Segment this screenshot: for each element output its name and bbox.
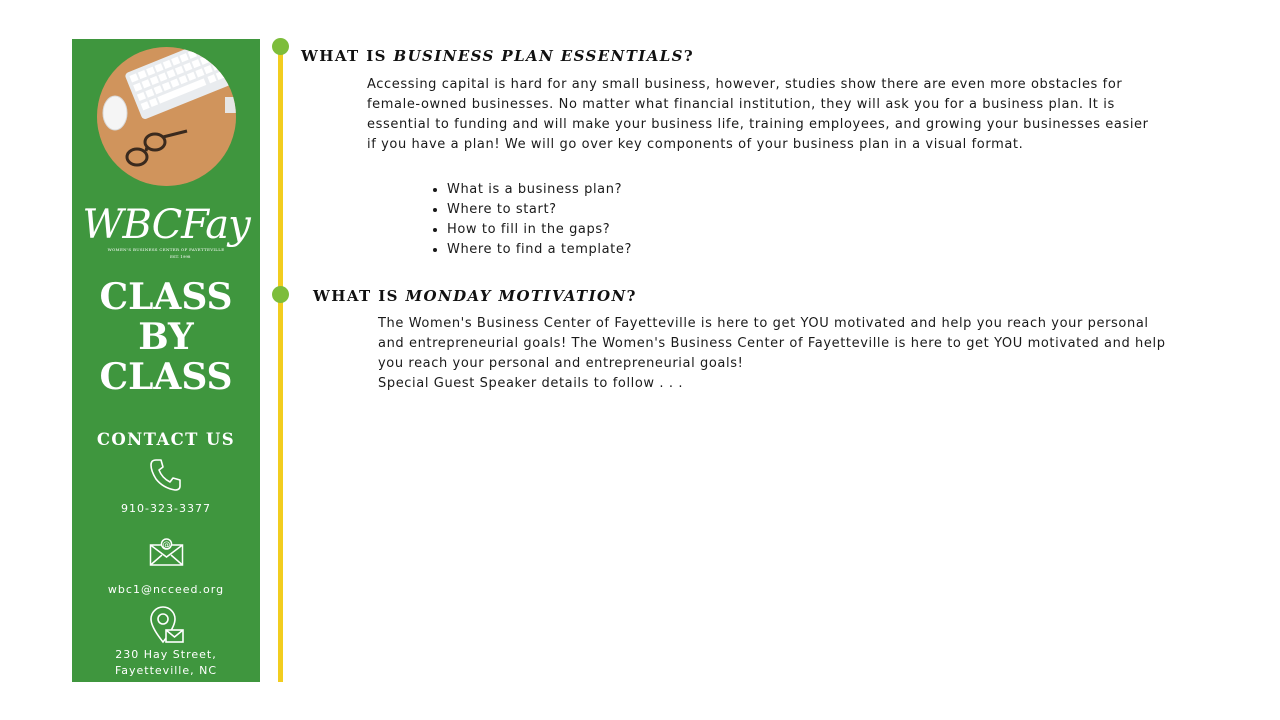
section-heading: WHAT IS BUSINESS PLAN ESSENTIALS? — [301, 47, 695, 65]
logo-est: EST. 1998 — [170, 254, 191, 259]
timeline-dot — [272, 38, 289, 55]
guest-speaker-note: Special Guest Speaker details to follow . . . — [378, 376, 684, 391]
section-body: The Women's Business Center of Fayetteville is here to get YOU motivated and help you reach your personal and entrepreneurial goals! The Women's Business Center of Fayetteville is here to get YOU motivated and help you reach your personal and entrepreneurial goals! Special Guest Speaker details to follow . . . — [378, 314, 1168, 394]
section-heading: WHAT IS MONDAY MOTIVATION? — [313, 287, 637, 305]
email-address[interactable]: wbc1@ncceed.org — [107, 583, 225, 596]
sidebar — [72, 39, 260, 682]
title-line: CLASS — [99, 276, 233, 318]
contact-heading: CONTACT US — [96, 430, 236, 449]
section-body: Accessing capital is hard for any small business, however, studies show there are even more obstacles for female-owned businesses. No matter what financial institution, they will ask you for a business plan. It is essential to funding and will make your business life, training employees, and growing your businesses easier if you have a plan! We will go over key components of your business plan in a visual format. — [367, 77, 1149, 152]
title-line: BY — [138, 316, 194, 358]
topic-list — [427, 180, 632, 260]
logo-wordmark: WBCFay — [82, 202, 250, 248]
list-item: • Where to find a template? — [447, 240, 632, 260]
list-item: • Where to start? — [447, 200, 632, 220]
logo-tagline: WOMEN'S BUSINESS CENTER OF FAYETTEVILLE — [107, 247, 225, 252]
title-line: CLASS — [99, 356, 233, 398]
timeline-dot — [272, 286, 289, 303]
section-heading-italic: MONDAY MOTIVATION — [405, 287, 627, 305]
list-item: • How to fill in the gaps? — [447, 220, 632, 240]
address-line1: 230 Hay Street, — [115, 648, 217, 661]
email-icon — [149, 537, 184, 571]
address — [72, 647, 260, 679]
list-item: • What is a business plan? — [447, 180, 632, 200]
phone-number[interactable]: 910-323-3377 — [121, 502, 211, 515]
timeline-line — [278, 46, 283, 682]
svg-text:@: @ — [162, 540, 171, 549]
phone-icon — [148, 457, 184, 497]
address-line2: Fayetteville, NC — [114, 664, 218, 677]
location-icon — [149, 605, 185, 649]
section-heading-italic: BUSINESS PLAN ESSENTIALS — [393, 47, 684, 65]
class-by-class-title — [72, 277, 260, 397]
desk-photo — [97, 47, 236, 186]
